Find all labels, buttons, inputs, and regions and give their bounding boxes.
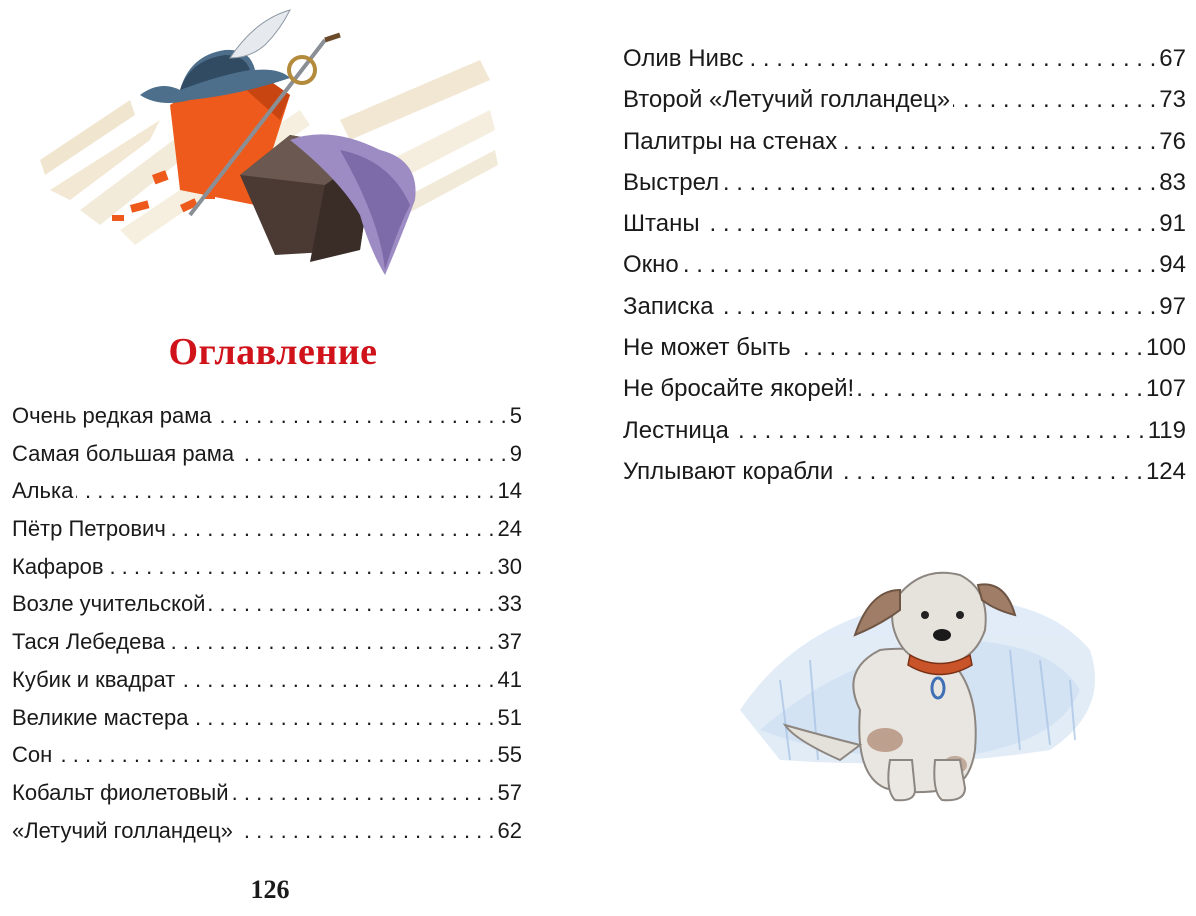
toc-entry-page: 9 (509, 440, 522, 466)
toc-entry-title: Кобальт фиолетовый (12, 779, 229, 805)
toc-entry-title: Штаны (623, 210, 700, 238)
toc-entry-title: Не может быть (623, 334, 791, 362)
toc-entry[interactable] (623, 458, 1186, 499)
toc-entry-title: Тася Лебедева (12, 629, 165, 655)
page-number: 126 (250, 875, 290, 904)
toc-entry-title: Уплывают корабли (623, 457, 834, 485)
toc-entry[interactable] (12, 403, 522, 441)
dot-leader (191, 705, 494, 731)
toc-entry-page: 107 (1145, 375, 1186, 403)
toc-entry[interactable] (623, 417, 1186, 458)
toc-entry[interactable] (12, 554, 522, 592)
toc-heading: Оглавление (168, 331, 378, 373)
toc-entry-page: 55 (497, 742, 522, 768)
toc-entry[interactable] (12, 780, 522, 818)
toc-entry-title: Кубик и квадрат (12, 666, 176, 692)
toc-entry-page: 73 (1159, 86, 1186, 114)
toc-entry[interactable] (12, 591, 522, 629)
toc-entry[interactable] (12, 742, 522, 780)
dot-leader (722, 169, 1156, 197)
toc-entry[interactable] (12, 478, 522, 516)
toc-entry-page: 67 (1159, 45, 1186, 72)
toc-entry-title: Олив Нивс (623, 45, 744, 72)
toc-entry-page: 33 (497, 591, 522, 617)
toc-entry-page: 51 (497, 704, 522, 730)
toc-entry-title: Выстрел (623, 168, 720, 196)
toc-entry-page: 83 (1159, 168, 1186, 196)
toc-entry[interactable] (623, 293, 1186, 334)
toc-entry-title: Сон (12, 742, 53, 768)
toc-entry-title: Кафаров (12, 553, 104, 579)
dot-leader (746, 45, 1156, 73)
toc-entry-page: 100 (1145, 334, 1186, 362)
dot-leader (208, 591, 494, 617)
toc-entry-title: Самая большая рама (12, 440, 235, 466)
toc-entry-page: 57 (497, 779, 522, 805)
toc-entry-title: Палитры на стенах (623, 127, 838, 155)
toc-entry-title: Пётр Петрович (12, 516, 166, 542)
toc-entry-title: Не бросайте якорей! (623, 375, 855, 403)
dot-leader (857, 375, 1143, 403)
dot-leader (232, 780, 495, 806)
dot-leader (836, 458, 1143, 486)
toc-entry-page: 124 (1145, 457, 1186, 485)
dot-leader (953, 86, 1156, 114)
toc-entry-title: Окно (623, 251, 679, 279)
toc-entry-title: «Летучий голландец» (12, 817, 233, 843)
toc-entry-page: 76 (1159, 127, 1186, 155)
dot-leader (794, 334, 1143, 362)
toc-entry-title: Алька (12, 478, 74, 504)
toc-entry[interactable] (623, 86, 1186, 127)
toc-entry[interactable] (12, 667, 522, 705)
toc-entry-title: Возле учительской (12, 591, 206, 617)
dot-leader (717, 293, 1157, 321)
toc-entry-page: 5 (509, 403, 522, 428)
toc-entry[interactable] (12, 629, 522, 667)
toc-entry[interactable] (623, 45, 1186, 86)
dot-leader (76, 478, 494, 504)
dot-leader (703, 210, 1157, 238)
dot-leader (237, 441, 507, 467)
toc-entry-page: 24 (497, 516, 522, 542)
dot-leader (732, 417, 1145, 445)
toc-entry-page: 37 (497, 629, 522, 655)
dog-illustration (720, 560, 1120, 810)
dot-leader (236, 818, 495, 844)
toc-entry[interactable] (12, 516, 522, 554)
toc-entry-title: Второй «Летучий голландец» (623, 86, 951, 114)
toc-entry-page: 30 (497, 553, 522, 579)
dot-leader (169, 516, 495, 542)
dot-leader (55, 742, 494, 768)
toc-entry[interactable] (623, 375, 1186, 416)
toc-entry[interactable] (12, 705, 522, 743)
toc-entry[interactable] (623, 128, 1186, 169)
toc-entry-title: Лестница (623, 416, 729, 444)
toc-entry[interactable] (12, 441, 522, 479)
toc-right-column (623, 45, 1186, 499)
toc-left-column (12, 403, 522, 855)
toc-entry-page: 41 (497, 666, 522, 692)
dot-leader (215, 403, 507, 429)
toc-entry-title: Очень редкая рама (12, 403, 212, 428)
dot-leader (107, 554, 495, 580)
toc-entry-page: 91 (1159, 210, 1186, 238)
toc-entry-title: Великие мастера (12, 704, 189, 730)
toc-entry[interactable] (623, 210, 1186, 251)
dot-leader (682, 251, 1157, 279)
toc-entry-page: 14 (497, 478, 522, 504)
toc-entry-page: 119 (1147, 416, 1186, 444)
toc-entry-title: Записка (623, 292, 714, 320)
dot-leader (840, 128, 1156, 156)
toc-entry[interactable] (623, 251, 1186, 292)
toc-entry-page: 62 (497, 817, 522, 843)
toc-entry[interactable] (623, 169, 1186, 210)
toc-entry[interactable] (12, 818, 522, 856)
dot-leader (178, 667, 494, 693)
toc-entry[interactable] (623, 334, 1186, 375)
toc-entry-page: 97 (1159, 292, 1186, 320)
toc-entry-page: 94 (1159, 251, 1186, 279)
dot-leader (168, 629, 495, 655)
musketeer-still-life-illustration (40, 0, 500, 285)
